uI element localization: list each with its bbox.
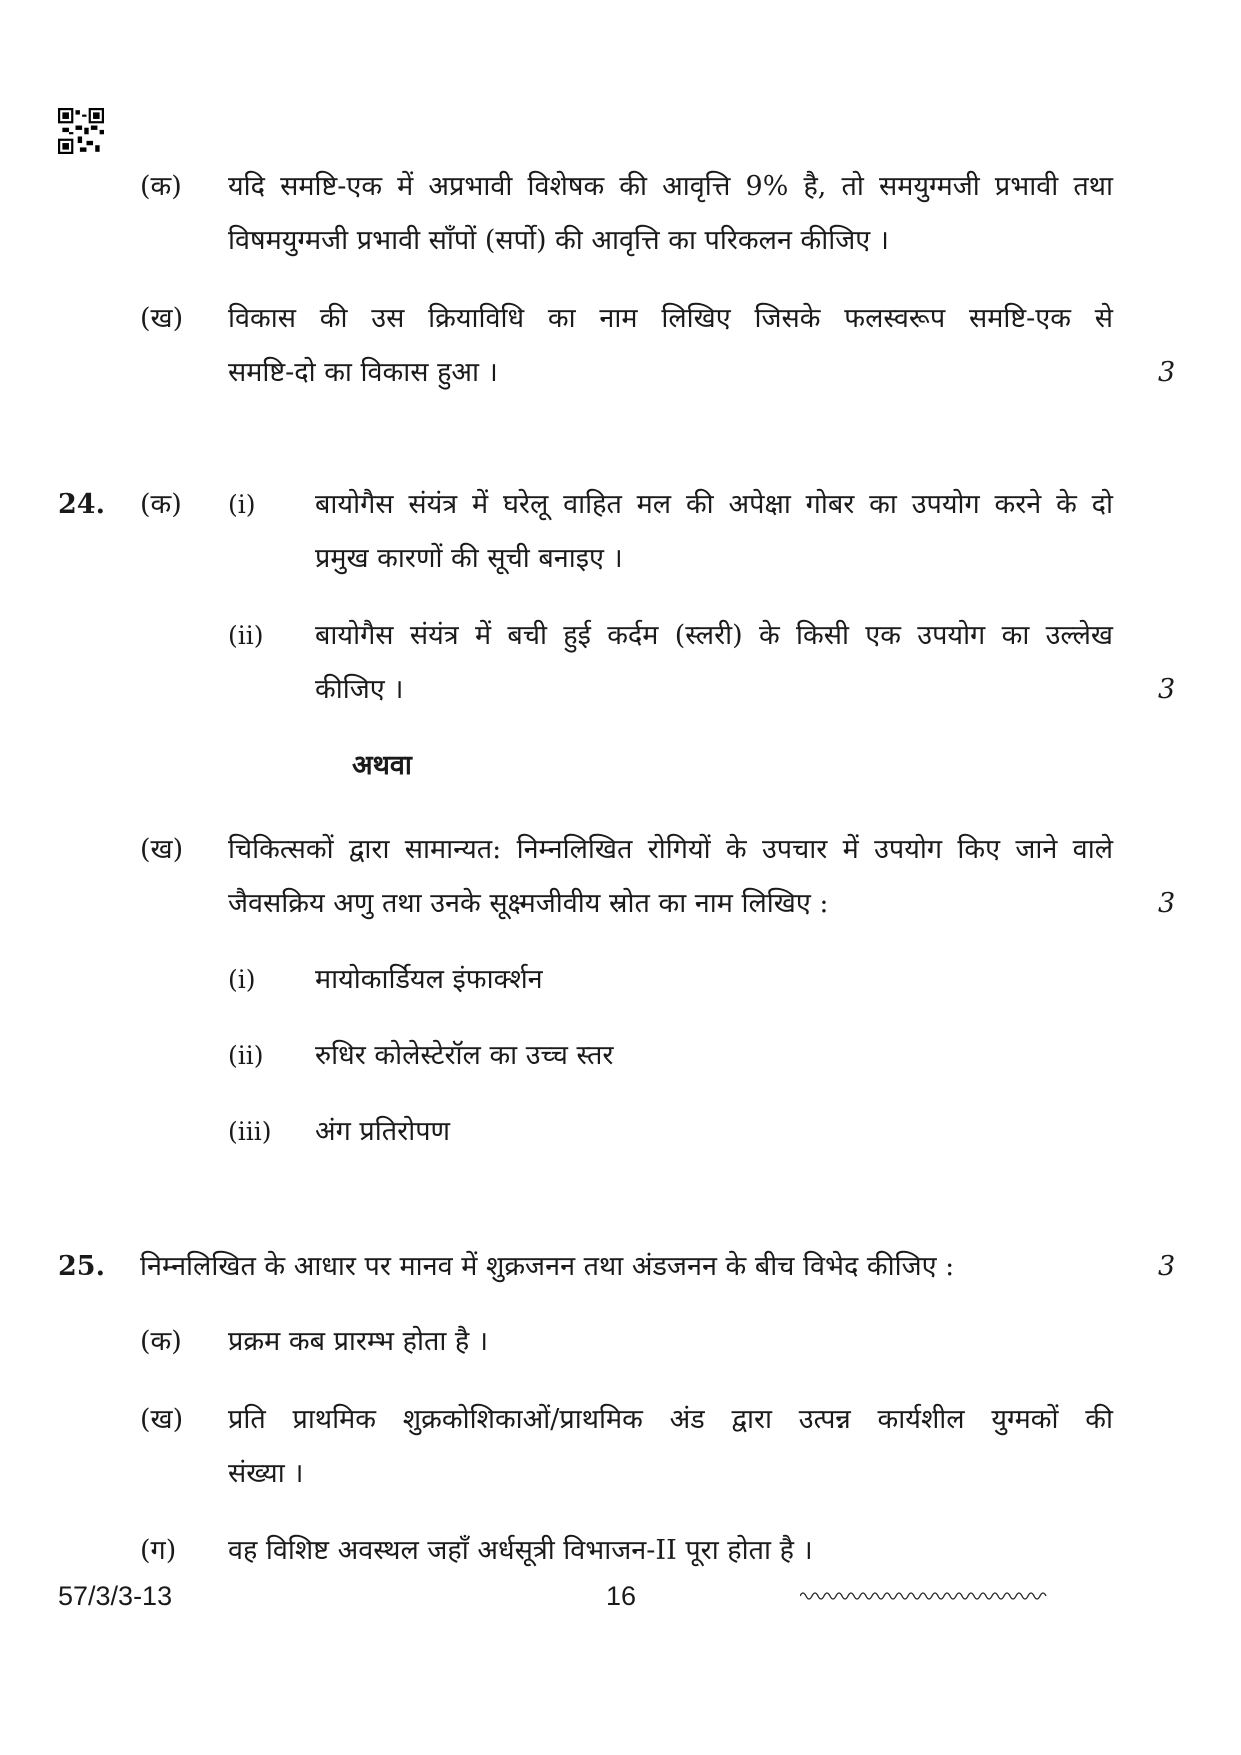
paper-code: 57/3/3-13 [58,1581,173,1611]
q24-i-line1: बायोगैस संयंत्र में घरेलू वाहित मल की अपेक्षा गोबर का उपयोग करने के दो [315,489,1113,520]
q24-b-item-label: (i) [228,965,256,994]
q24-a-label: (क) [140,489,182,520]
q25-c-label: (ग) [140,1535,177,1566]
q25-b-label: (ख) [140,1404,184,1435]
q25-stem: निम्नलिखित के आधार पर मानव में शुक्रजनन तथा अंडजनन के बीच विभेद कीजिए : [140,1251,955,1282]
q24-b-item-text: मायोकार्डियल इंफार्क्शन [315,964,543,995]
q23-marks: 3 [1158,357,1176,388]
q24-number: 24. [58,489,105,520]
q23-b-line2: समष्टि-दो का विकास हुआ । [228,357,498,388]
q24-i-label: (i) [228,490,256,519]
q25-number: 25. [58,1251,105,1282]
q24-b-line1: चिकित्सकों द्वारा सामान्यत: निम्नलिखित रोगियों के उपचार में उपयोग किए जाने वाले [228,834,1113,865]
page-number: 16 [606,1581,637,1611]
q23-b-label: (ख) [140,303,184,334]
q24-ii-line2: कीजिए । [315,674,404,705]
q24-b-item-text: रुधिर कोलेस्टेरॉल का उच्च स्तर [315,1040,614,1071]
q25-marks: 3 [1158,1251,1176,1282]
q24-b-item-text: अंग प्रतिरोपण [315,1116,451,1147]
q24-ii-line1: बायोगैस संयंत्र में बची हुई कर्दम (स्लरी) के किसी एक उपयोग का उल्लेख [315,620,1113,651]
q25-a-text: प्रक्रम कब प्रारम्भ होता है । [228,1326,489,1357]
q23-b-line1: विकास की उस क्रियाविधि का नाम लिखिए जिसके फलस्वरूप समष्टि-एक से [228,303,1113,334]
or-divider: अथवा [352,750,412,781]
q24-b-item-label: (ii) [228,1041,264,1070]
q24-b-item-label: (iii) [228,1117,272,1146]
q24-i-line2: प्रमुख कारणों की सूची बनाइए । [315,543,623,574]
q23-a-line1: यदि समष्टि-एक में अप्रभावी विशेषक की आवृत्ति 9% है, तो समयुग्मजी प्रभावी तथा [228,171,1113,202]
qr-code-icon [58,108,104,154]
q24-ii-label: (ii) [228,621,264,650]
q24-b-label: (ख) [140,834,184,865]
q24-b-line2: जैवसक्रिय अणु तथा उनके सूक्ष्मजीवीय स्रोत का नाम लिखिए : [228,888,829,919]
q25-a-label: (क) [140,1326,182,1357]
q23-a-label: (क) [140,171,182,202]
q25-b-line1: प्रति प्राथमिक शुक्रकोशिकाओं/प्राथमिक अंड द्वारा उत्पन्न कार्यशील युग्मकों की [228,1404,1113,1435]
q23-a-line2: विषमयुग्मजी प्रभावी साँपों (सर्पो) की आवृत्ति का परिकलन कीजिए । [228,225,890,256]
wavy-line-icon [800,1586,1050,1606]
q25-b-line2: संख्या । [228,1458,304,1489]
q24-b-marks: 3 [1158,888,1176,919]
q25-c-text: वह विशिष्ट अवस्थल जहाँ अर्धसूत्री विभाजन-II पूरा होता है । [228,1535,813,1566]
q24-a-marks: 3 [1158,674,1176,705]
